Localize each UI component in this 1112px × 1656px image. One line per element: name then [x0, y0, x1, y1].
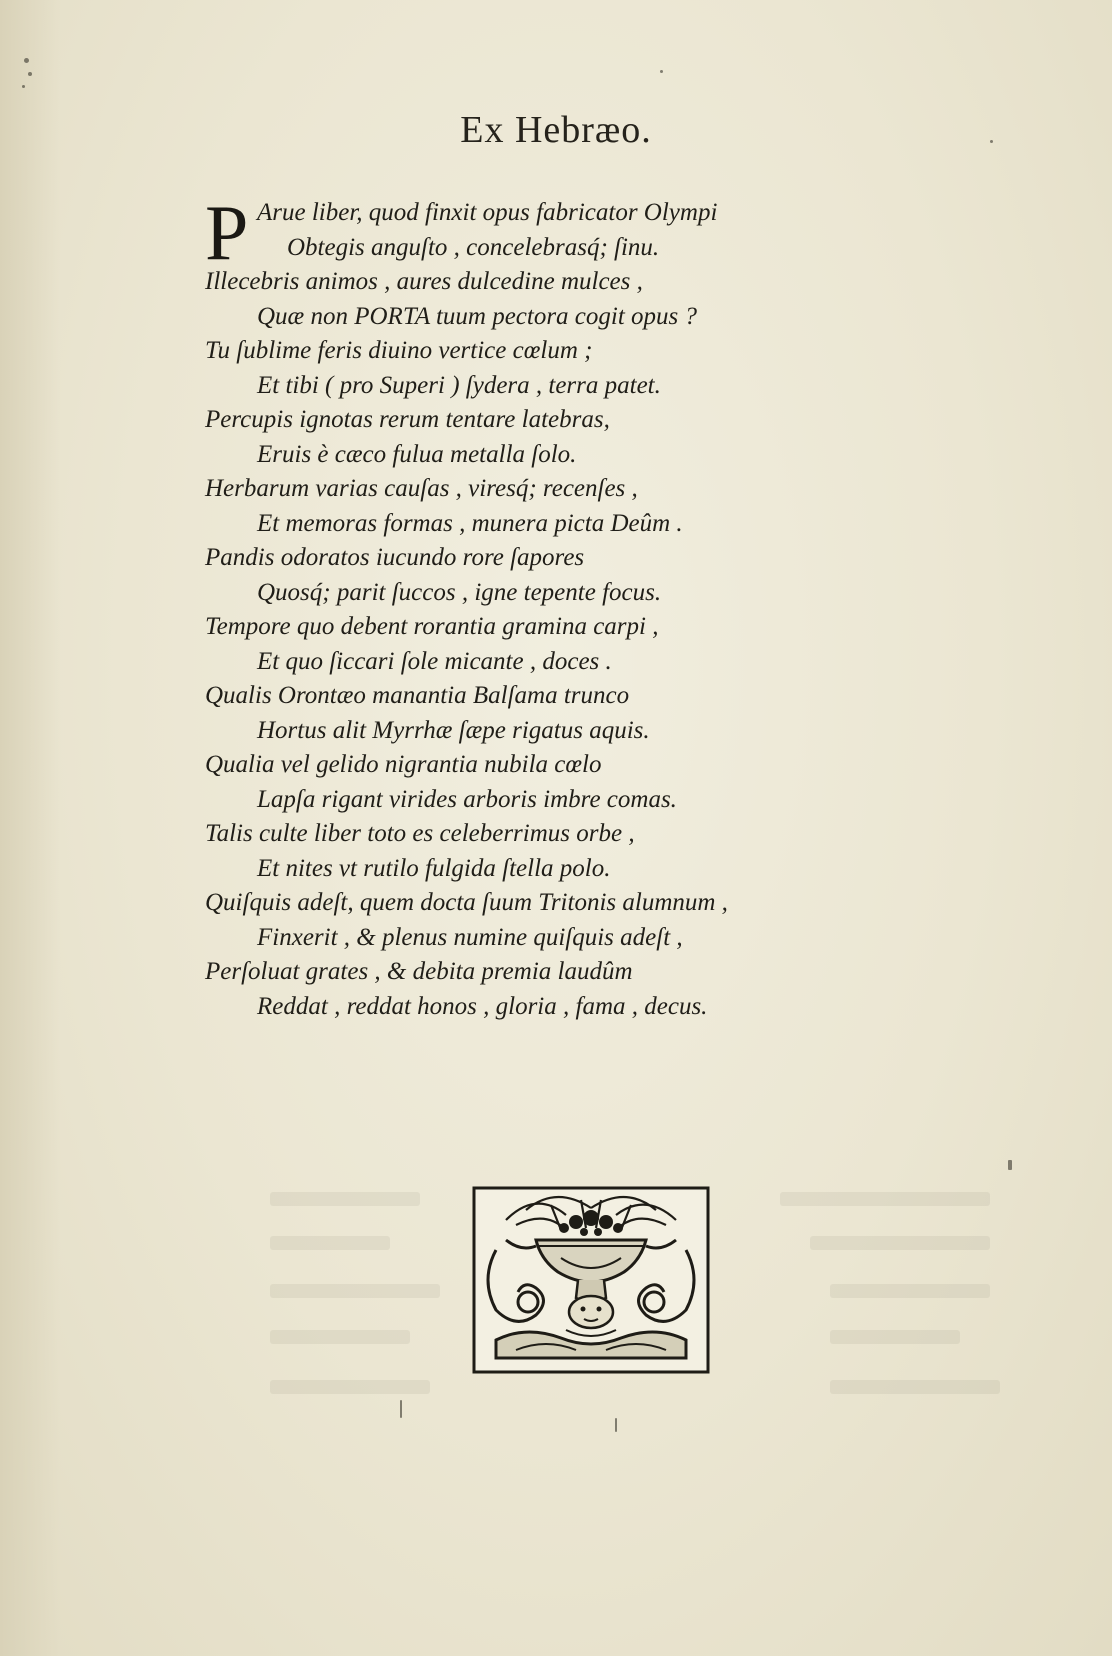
poem-line-12: Quosq́; parit ſuccos , igne tepente focus.: [257, 578, 662, 606]
poem-line-23: Perſoluat grates , & debita premia laudûm: [205, 958, 633, 985]
show-through-text: [830, 1284, 990, 1298]
poem-line-22: Finxerit , & plenus numine quiſquis adeſt ,: [257, 923, 683, 951]
poem-line-20: Et nites vt rutilo fulgida ſtella polo.: [257, 854, 611, 882]
poem-line-17: Qualia vel gelido nigrantia nubila cœlo: [205, 751, 602, 778]
poem-line-9: Herbarum varias cauſas , viresq́; recenſes ,: [205, 475, 638, 502]
poem-line-7: Percupis ignotas rerum tentare latebras,: [205, 406, 610, 433]
poem-line-3: Illecebris animos , aures dulcedine mulces ,: [205, 268, 643, 295]
paper-speck: [990, 140, 993, 143]
poem-line-15: Qualis Orontæo manantia Balſama trunco: [205, 682, 630, 709]
show-through-text: [270, 1330, 410, 1344]
poem-line-14: Et quo ſiccari ſole micante , doces .: [257, 647, 612, 675]
poem-line-18: Lapſa rigant virides arboris imbre comas.: [257, 785, 677, 813]
poem-line-16: Hortus alit Myrrhæ ſæpe rigatus aquis.: [257, 716, 650, 744]
show-through-text: [270, 1192, 420, 1206]
paper-speck: [28, 72, 32, 76]
poem-line-8: Eruis è cæco fulua metalla ſolo.: [257, 440, 577, 468]
poem-line-2: Obtegis anguſto , concelebrasq́; ſinu.: [287, 233, 660, 261]
show-through-text: [780, 1192, 990, 1206]
paper-speck: [22, 85, 25, 88]
poem-line-21: Quiſquis adeſt, quem docta ſuum Tritonis alumnum ,: [205, 889, 728, 916]
poem-line-4: Quæ non PORTA tuum pectora cogit opus ?: [257, 302, 698, 330]
urn-vignette-icon: [466, 1180, 716, 1380]
page-title: Ex Hebræo.: [460, 109, 652, 151]
poem-line-19: Talis culte liber toto es celeberrimus orbe ,: [205, 820, 635, 847]
paper-speck: [660, 70, 663, 73]
show-through-text: [810, 1236, 990, 1250]
poem-line-10: Et memoras formas , munera picta Deûm .: [257, 509, 683, 537]
show-through-text: [830, 1380, 1000, 1394]
page-gutter-shadow: [0, 0, 60, 1656]
paper-speck: [615, 1418, 617, 1432]
show-through-text: [270, 1236, 390, 1250]
show-through-text: [270, 1380, 430, 1394]
poem-line-5: Tu ſublime feris diuino vertice cœlum ;: [205, 337, 593, 364]
show-through-text: [830, 1330, 960, 1344]
show-through-text: [270, 1284, 440, 1298]
poem-line-13: Tempore quo debent rorantia gramina carpi ,: [205, 613, 659, 640]
paper-speck: [24, 58, 29, 63]
poem-line-24: Reddat , reddat honos , gloria , fama , decus.: [257, 992, 708, 1020]
poem-block: [205, 189, 1025, 1024]
paper-speck: [1008, 1160, 1012, 1170]
drop-cap: P: [205, 189, 249, 276]
poem-line-11: Pandis odoratos iucundo rore ſapores: [205, 544, 585, 571]
poem-line-6: Et tibi ( pro Superi ) ſydera , terra patet.: [257, 371, 661, 399]
paper-speck: [400, 1400, 402, 1418]
poem-line-1: Arue liber, quod finxit opus fabricator Olympi: [257, 199, 718, 226]
